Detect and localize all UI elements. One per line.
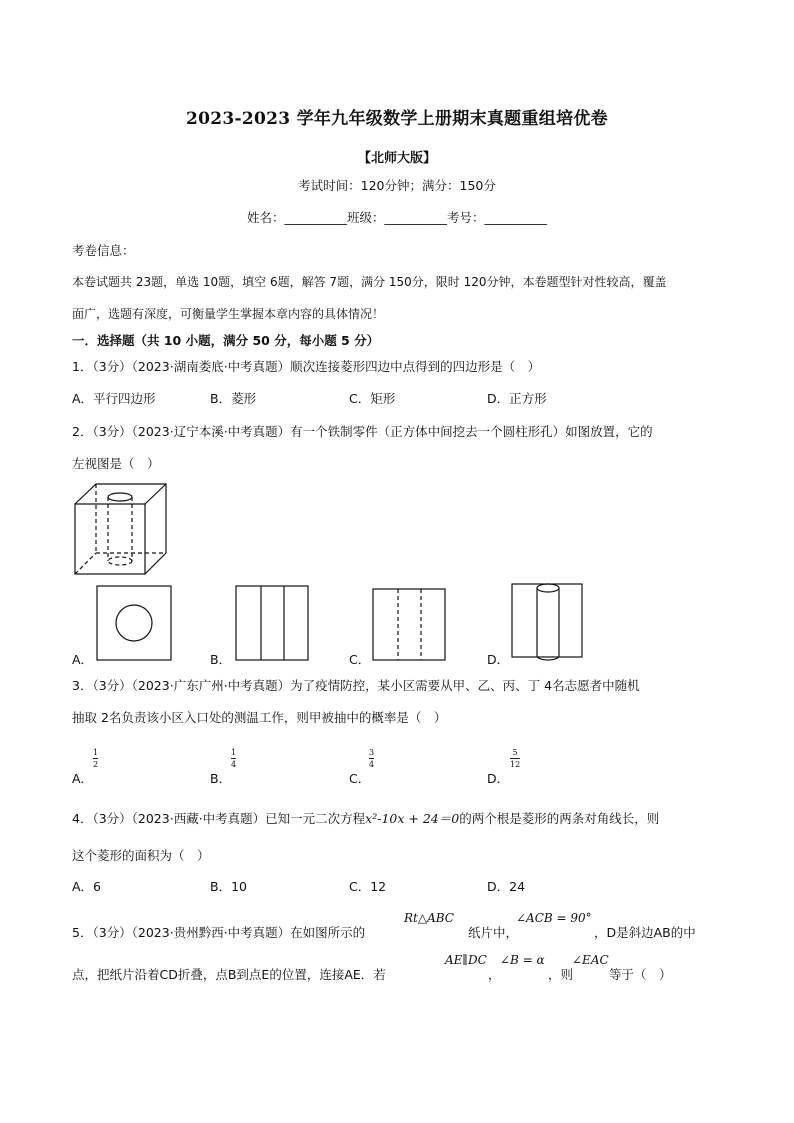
question-5-comma: ， [488,967,501,982]
question-3-fraction-d [510,748,520,769]
fraction-d-denominator: 12 [510,760,521,769]
question-4-option-a: A．6 [72,879,102,894]
question-1-stem: 1．（3分）（2023·湖南娄底·中考真题）顺次连接菱形四边中点得到的四边形是（ ） [72,359,541,374]
question-2-stem-line-2: 左视图是（ ） [72,456,160,471]
fraction-a-denominator: 2 [93,760,99,769]
fraction-c-numerator: 3 [369,748,375,757]
question-3-label-b: B． [210,771,232,786]
info-line-1: 本卷试题共 23题，单选 10题，填空 6题，解答 7题，满分 150分，限时 120分钟，本卷题型针对性较高，覆盖 [72,275,667,289]
question-4-equation: x²-10x + 24＝0 [365,811,460,826]
question-4-stem-part-a: 4．（3分）（2023·西藏·中考真题）已知一元二次方程 [72,811,366,826]
question-5-parallel-notation: AE∥DC [445,953,487,967]
question-4-stem-line-2: 这个菱形的面积为（ ） [72,848,210,863]
question-5-angle-b: ∠B = α [500,953,545,967]
edition-label: 【北师大版】 [357,151,436,166]
question-5-line-2-part-a: 点，把纸片沿着CD折叠，点B到点E的位置，连接AE．若 [72,967,386,982]
question-2-stem-line-1: 2．（3分）（2023·辽宁本溪·中考真题）有一个铁制零件（正方体中间挖去一个圆柱形孔）如图放置，它的 [72,424,653,439]
question-5-stem-part-c: ，D是斜边AB的中 [594,925,696,940]
question-5-line-2-part-b: ，则 [548,967,574,982]
question-4-option-b: B．10 [210,879,247,894]
question-3-label-c: C． [349,771,371,786]
fraction-c-denominator: 4 [369,760,375,769]
question-3-stem-line-1: 3．（3分）（2023·广东广州·中考真题）为了疫情防控，某小区需要从甲、乙、丙、丁 4名志愿者中随机 [72,678,640,693]
question-5-angle-acb: ∠ACB = 90° [516,911,592,925]
question-2-label-d: D． [487,652,510,667]
student-info-line: 姓名：__________班级：__________考号：__________ [246,210,547,225]
question-1-option-d: D．正方形 [487,391,547,406]
info-heading: 考卷信息： [72,243,135,258]
option-c-figure [372,588,446,661]
section-heading: 一．选择题（共 10 小题，满分 50 分，每小题 5 分） [72,333,380,348]
question-5-angle-eac: ∠EAC [572,953,609,967]
fraction-d-numerator: 5 [512,748,518,757]
question-2-label-c: C． [349,652,371,667]
option-b-figure [235,585,309,661]
question-1-option-a: A．平行四边形 [72,391,156,406]
question-5-line-2-part-c: 等于（ ） [609,967,672,982]
question-1-option-c: C．矩形 [349,391,396,406]
question-3-stem-line-2: 抽取 2名负责该小区入口处的测温工作，则甲被抽中的概率是（ ） [72,710,447,725]
question-4-stem-line-1 [72,809,659,827]
question-5-triangle-notation: Rt△ABC [404,911,454,925]
question-3-fraction-a [93,748,98,769]
question-4-stem-part-b: 的两个根是菱形的两条对角线长，则 [459,811,660,826]
fraction-b-denominator: 4 [231,760,237,769]
fraction-b-numerator: 1 [231,748,237,757]
cube-with-hole-figure [74,483,170,575]
fraction-a-numerator: 1 [93,748,99,757]
question-3-fraction-c [369,748,374,769]
page-title: 2023-2023 学年九年级数学上册期末真题重组培优卷 [185,109,608,129]
option-d-figure [511,582,583,662]
question-4-option-c: C．12 [349,879,387,894]
question-5-stem-part-b: 纸片中， [468,925,519,940]
question-2-label-b: B． [210,652,232,667]
question-5-stem-part-a: 5．（3分）（2023·贵州黔西·中考真题）在如图所示的 [72,925,366,940]
question-3-fraction-b [231,748,236,769]
question-4-option-d: D．24 [487,879,526,894]
question-3-label-d: D． [487,771,510,786]
exam-time-line: 考试时间：120分钟；满分：150分 [298,178,496,193]
info-line-2: 面广，选题有深度，可衡量学生掌握本章内容的具体情况！ [72,307,385,321]
option-a-figure [96,585,172,661]
question-1-option-b: B．菱形 [210,391,257,406]
question-2-label-a: A． [72,652,94,667]
question-3-label-a: A． [72,771,94,786]
